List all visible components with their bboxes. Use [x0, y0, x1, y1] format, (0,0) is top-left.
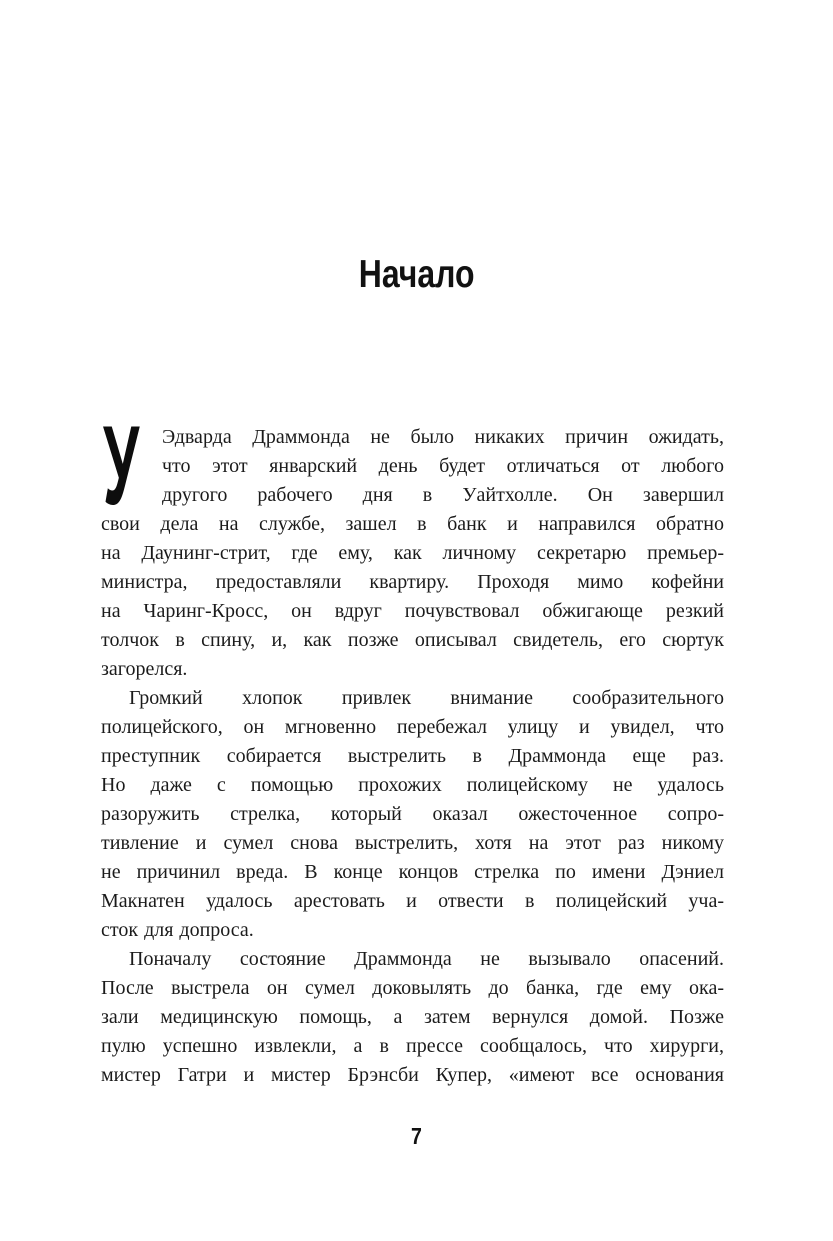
- text-line: мистер Гатри и мистер Брэнсби Купер, «имеют все основания: [101, 1064, 724, 1086]
- text-line: тивление и сумел снова выстрелить, хотя на этот раз никому: [101, 832, 724, 854]
- text-line: зали медицинскую помощь, а затем вернулся домой. Позже: [101, 1006, 724, 1028]
- page-number-text: 7: [411, 1123, 422, 1149]
- drop-cap-letter: У: [103, 403, 140, 528]
- text-line: Поначалу состояние Драммонда не вызывало опасений.: [129, 948, 724, 970]
- paragraph: [101, 684, 724, 945]
- text-line: на Чаринг-Кросс, он вдруг почувствовал обжигающе резкий: [101, 600, 724, 622]
- text-line: разоружить стрелка, который оказал ожесточенное сопро-: [101, 803, 724, 825]
- page-number: [0, 1122, 833, 1154]
- text-line: министра, предоставляли квартиру. Проходя мимо кофейни: [101, 571, 724, 593]
- text-line: полицейского, он мгновенно перебежал улицу и увидел, что: [101, 716, 724, 738]
- text-line: преступник собирается выстрелить в Драммонда еще раз.: [101, 745, 724, 767]
- drop-cap: [103, 403, 145, 528]
- text-line: Макнатен удалось арестовать и отвести в полицейский уча-: [101, 890, 724, 912]
- text-line: не причинил вреда. В конце концов стрелка по имени Дэниел: [101, 861, 724, 883]
- text-line: другого рабочего дня в Уайтхолле. Он завершил: [162, 484, 724, 506]
- paragraph: [101, 945, 724, 1090]
- text-line: сток для допроса.: [101, 919, 254, 941]
- text-line: Но даже с помощью прохожих полицейскому не удалось: [101, 774, 724, 796]
- text-line: что этот январский день будет отличаться от любого: [162, 455, 724, 477]
- text-line: пулю успешно извлекли, а в прессе сообщалось, что хирурги,: [101, 1035, 724, 1057]
- text-line: Эдварда Драммонда не было никаких причин ожидать,: [162, 426, 724, 448]
- paragraph: [101, 403, 724, 684]
- text-line: на Даунинг-стрит, где ему, как личному секретарю премьер-: [101, 542, 724, 564]
- text-block: [101, 403, 724, 1090]
- chapter-title: [0, 252, 833, 306]
- text-line: загорелся.: [101, 658, 188, 680]
- text-line: свои дела на службе, зашел в банк и направился обратно: [101, 513, 724, 535]
- chapter-title-text: Начало: [358, 253, 475, 296]
- text-line: толчок в спину, и, как позже описывал свидетель, его сюртук: [101, 629, 724, 651]
- text-line: Громкий хлопок привлек внимание сообразительного: [129, 687, 724, 709]
- text-line: После выстрела он сумел доковылять до банка, где ему ока-: [101, 977, 724, 999]
